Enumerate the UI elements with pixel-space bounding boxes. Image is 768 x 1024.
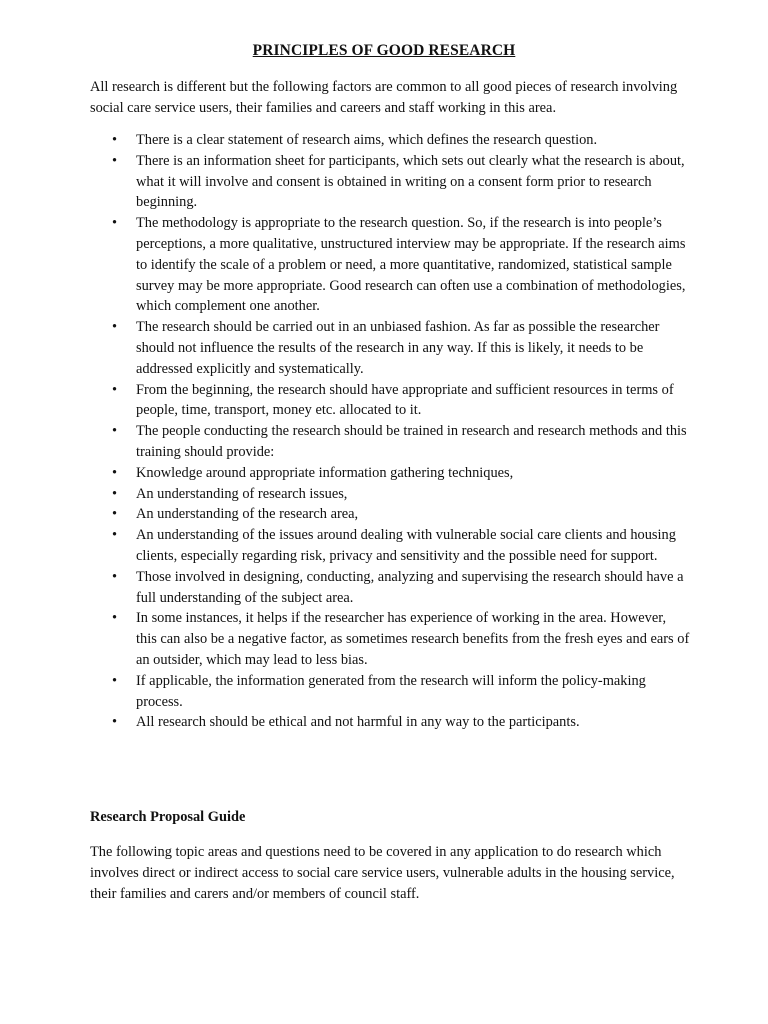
bullet-icon: • — [112, 423, 118, 440]
list-item — [90, 567, 690, 609]
list-item-text: Those involved in designing, conducting, analyzing and supervising the research should have a full understanding of the subject area. — [136, 568, 684, 606]
bullet-icon: • — [112, 381, 118, 398]
list-item-text: From the beginning, the research should have appropriate and sufficient resources in terms of people, time, transport, money etc. allocated to it. — [136, 381, 674, 419]
list-item — [90, 317, 690, 379]
list-item-text: Knowledge around appropriate information gathering techniques, — [136, 464, 514, 481]
list-item — [90, 213, 690, 317]
list-item-text: The people conducting the research should be trained in research and research methods and this training should provide: — [136, 423, 687, 460]
list-item — [90, 504, 690, 525]
bullet-icon: • — [112, 132, 118, 148]
list-item — [90, 671, 690, 713]
bullet-icon: • — [112, 152, 118, 169]
bullet-icon: • — [112, 527, 118, 544]
bullet-icon: • — [112, 672, 118, 689]
principles-list — [90, 130, 690, 733]
list-item-text: If applicable, the information generated from the research will inform the policy-making process. — [136, 672, 646, 710]
list-item-text: The methodology is appropriate to the research question. So, if the research is into people’s perceptions, a more qualitative, unstructured interview may be appropriate. If the research aims to identify the scale of a problem or need, a more quantitative, randomized, statistical sample survey may be more appropriate. Good research can often use a combination of methodologies, which complement one another. — [136, 215, 686, 315]
list-item-text: An understanding of the issues around dealing with vulnerable social care clients and housing clients, especially regarding risk, privacy and sensitivity and the possible need for support. — [136, 527, 676, 564]
bullet-icon: • — [112, 568, 118, 585]
bullet-icon: • — [112, 506, 118, 523]
page-title: PRINCIPLES OF GOOD RESEARCH — [252, 42, 516, 59]
intro-paragraph: All research is different but the following factors are common to all good pieces of research involving social care service users, their families and careers and staff working in this area. — [90, 79, 678, 116]
outro-paragraph: The following topic areas and questions need to be covered in any application to do research which involves direct or indirect access to social care service users, vulnerable adults in the housing service, their families and carers and/or members of council staff. — [90, 844, 675, 902]
list-item-text: An understanding of research issues, — [136, 485, 348, 502]
list-item-text: All research should be ethical and not harmful in any way to the participants. — [136, 714, 580, 731]
list-item — [90, 484, 690, 505]
list-item-text: There is an information sheet for participants, which sets out clearly what the research is about, what it will involve and consent is obtained in writing on a consent form prior to research beginning. — [136, 152, 685, 211]
bullet-icon: • — [112, 610, 118, 627]
list-item-text: In some instances, it helps if the researcher has experience of working in the area. However, this can also be a negative factor, as sometimes research benefits from the fresh eyes and ears of an outsider, which may lead to less bias. — [136, 610, 690, 668]
bullet-icon: • — [112, 714, 118, 731]
list-item — [90, 380, 690, 422]
list-item — [90, 608, 690, 670]
list-item — [90, 151, 690, 213]
list-item — [90, 463, 690, 484]
bullet-icon: • — [112, 215, 118, 232]
list-item-text: The research should be carried out in an unbiased fashion. As far as possible the researcher should not influence the results of the research in any way. If this is likely, it needs to be addressed explicitly and systematically. — [136, 319, 660, 377]
list-item — [90, 421, 690, 463]
list-item-text: An understanding of the research area, — [136, 506, 359, 523]
list-item — [90, 712, 690, 733]
bullet-icon: • — [112, 485, 118, 502]
list-item — [90, 130, 690, 151]
bullet-icon: • — [112, 464, 118, 481]
bullet-icon: • — [112, 319, 118, 336]
list-item — [90, 525, 690, 567]
section-heading: Research Proposal Guide — [90, 809, 246, 825]
list-item-text: There is a clear statement of research aims, which defines the research question. — [136, 132, 598, 148]
